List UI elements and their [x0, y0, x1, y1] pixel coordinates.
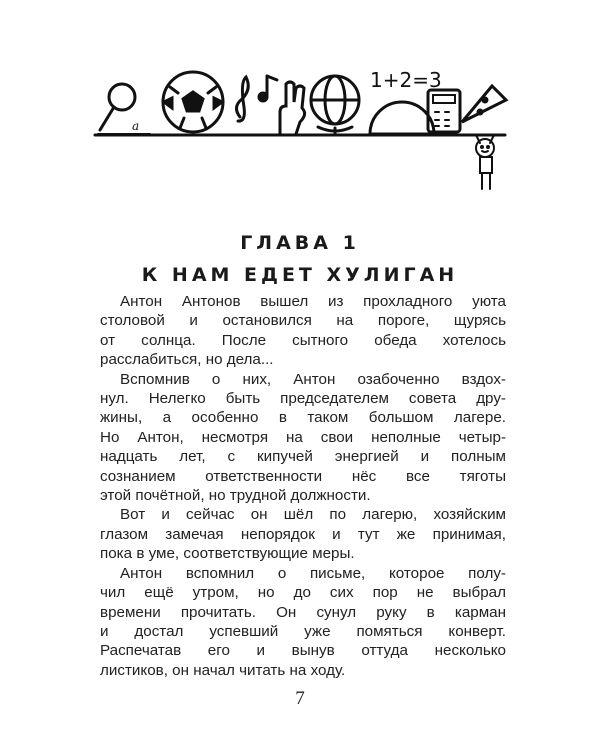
soccer-ball-icon	[163, 72, 223, 132]
text-line: надцать лет, с кипучей энергией и полным	[100, 448, 506, 466]
formula-text	[370, 68, 442, 92]
text-line: пока в уме, соответствующие меры.	[100, 545, 355, 563]
magnifier-icon	[98, 84, 150, 134]
globe-icon	[311, 76, 359, 134]
chapter-label: ГЛАВА 1	[240, 232, 360, 254]
svg-text:1+2=3: 1+2=3	[370, 68, 442, 92]
chapter-text	[100, 292, 506, 680]
text-line: столовой и остановился на пороге, щурясь	[100, 312, 506, 330]
text-line: Распечатав его и вынув оттуда несколько	[100, 642, 506, 660]
text-line: Вспомнив о них, Антон озабоченно вздох-	[120, 370, 506, 388]
text-line: сознанием ответственности нёс все тяготы	[100, 467, 506, 485]
text-line: и достал успевший уже помяться конверт.	[100, 622, 506, 640]
paragraph	[100, 505, 506, 563]
text-line: Антон вспомнил о письме, которое полу-	[120, 564, 506, 582]
text-line: чил ещё утром, но до сих пор не выбрал	[100, 584, 506, 602]
paragraph	[100, 564, 506, 680]
text-line: глазом замечая непорядок и тут же принимая,	[100, 525, 506, 543]
school-doodles-banner	[90, 62, 520, 192]
hanging-boy-icon	[476, 135, 494, 189]
hand-icon	[280, 82, 305, 134]
text-line: Антон Антонов вышел из прохладного уюта	[120, 293, 506, 310]
text-line: этой почётной, но трудной должности.	[100, 487, 371, 505]
text-line: Вот и сейчас он шёл по лагерю, хозяйским	[120, 506, 506, 524]
text-line: от солнца. После сытного обеда хотелось	[100, 331, 506, 349]
text-line: нул. Нелегко быть председателем совета дру-	[100, 390, 506, 408]
paragraph	[100, 292, 506, 370]
pizza-slice-icon	[462, 86, 506, 122]
page-number: 7	[295, 688, 305, 709]
text-line: расслабиться, но дела...	[100, 351, 274, 369]
text-line: листиков, он начал читать на ходу.	[100, 661, 346, 679]
music-notes-icon	[236, 76, 277, 121]
text-line: времени прочитать. Он сунул руку в карман	[100, 603, 506, 621]
chapter-title: К НАМ ЕДЕТ ХУЛИГАН	[141, 264, 459, 286]
text-line: Но Антон, несмотря на свои неполные четыр-	[100, 428, 506, 446]
svg-text:a: a	[132, 119, 140, 133]
paragraph	[100, 370, 506, 506]
protractor-icon	[370, 102, 434, 134]
text-line: жины, а особенно в таком большом лагере.	[100, 409, 506, 427]
